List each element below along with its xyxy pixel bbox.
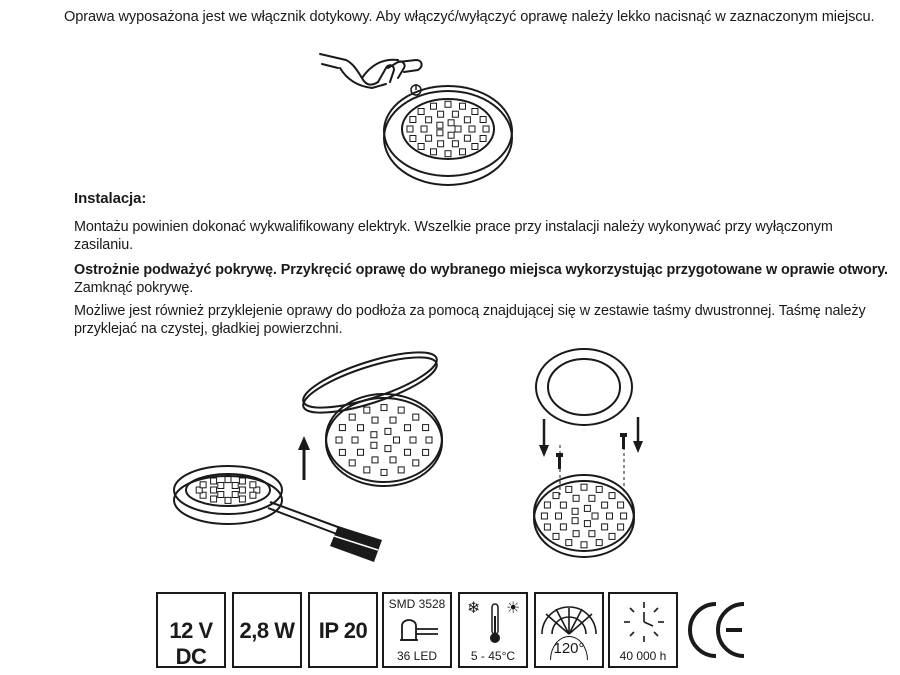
- led-count-label: 36 LED: [396, 649, 438, 663]
- power-label: 2,8 W: [239, 618, 295, 643]
- installation-line-3: Ostrożnie podważyć pokrywę. Przykręcić oprawę do wybranego miejsca wykorzystując przygotowane w oprawie otwory.: [74, 262, 888, 278]
- installation-line-4: Zamknąć pokrywę.: [74, 280, 194, 296]
- voltage-label: 12 V DC: [169, 618, 213, 669]
- power-badge: [232, 592, 302, 668]
- clock-icon: [622, 600, 666, 644]
- snowflake-icon: ❄: [467, 598, 481, 617]
- sun-icon: ☀: [506, 598, 521, 617]
- ip-rating-label: IP 20: [318, 618, 368, 643]
- temperature-badge: [458, 592, 528, 668]
- installation-line-2: zasilaniu.: [74, 237, 133, 253]
- temperature-label: 5 - 45°C: [470, 649, 516, 663]
- beam-angle-icon: [538, 596, 600, 636]
- cover-removal-figure: [170, 350, 470, 570]
- ip-rating-badge: [308, 592, 378, 668]
- beam-angle-label: 120°: [553, 640, 585, 657]
- installation-line-5: Możliwe jest również przyklejenie oprawy do podłoża za pomocą znajdującej się w zestawie taśmy dwustronnej. Taśmę należy: [74, 303, 866, 319]
- installation-line-6: przyklejać na czystej, gładkiej powierzchni.: [74, 321, 343, 337]
- lifetime-label: 40 000 h: [619, 649, 667, 663]
- led-diode-icon: [398, 614, 440, 644]
- led-badge: [382, 592, 452, 668]
- ce-mark-icon: [686, 596, 748, 669]
- touch-switch-figure: [300, 38, 540, 188]
- intro-text: Oprawa wyposażona jest we włącznik dotykowy. Aby włączyć/wyłączyć oprawę należy lekko nacisnąć w zaznaczonym miejscu.: [64, 9, 875, 25]
- installation-line-1: Montażu powinien dokonać wykwalifikowany elektryk. Wszelkie prace przy instalacji należy wykonywać przy wyłączonym: [74, 219, 833, 235]
- beam-angle-badge: [534, 592, 604, 668]
- installation-heading: Instalacja:: [74, 190, 147, 207]
- screw-mounting-figure: [520, 345, 680, 585]
- led-type-label: SMD 3528: [388, 597, 446, 611]
- thermometer-icon: [488, 602, 502, 646]
- voltage-badge: [156, 592, 226, 668]
- lifetime-badge: [608, 592, 678, 668]
